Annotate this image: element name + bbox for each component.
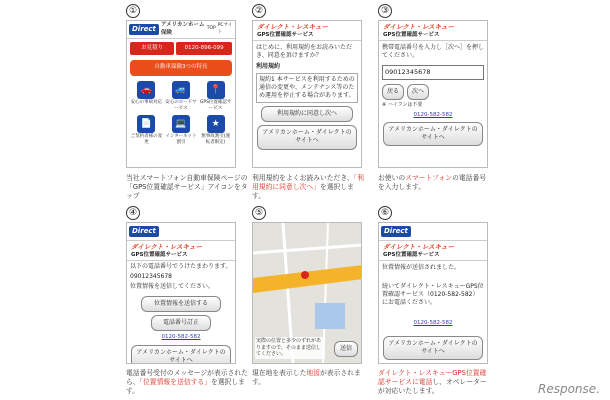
location-pin-icon — [301, 271, 309, 279]
phone-screen-1 — [126, 20, 236, 168]
terms-title: 利用規約 — [256, 63, 281, 71]
header — [379, 223, 487, 241]
car-icon: 🚗 — [137, 81, 155, 99]
caption-6: ダイレクト・レスキューGPS位置確認サービスに電話し、オペレーターが対応いたします。 — [378, 369, 487, 396]
hyphen-note: ※ ハイフンは不要 — [382, 102, 423, 109]
direct-logo: Direct — [129, 24, 159, 35]
caption-1: 当社スマートフォン自動車保険ページの「GPS位置確認サービス」アイコンをタップ — [126, 174, 248, 201]
caption-2: 利用規約をよくお読みいただき、「利用規約に同意し次へ」を選択します。 — [252, 174, 364, 201]
tel-link[interactable]: 0120-582-582 — [161, 334, 201, 341]
service-title: GPS位置確認サービス — [131, 251, 188, 258]
service-header — [253, 21, 361, 41]
response-watermark: Response. — [538, 382, 600, 396]
pc-link[interactable]: PCサイト — [217, 23, 233, 35]
brand-title: ダイレクト・レスキュー — [257, 23, 329, 31]
step-number: ③ — [378, 4, 392, 18]
phone-button[interactable]: 0120-896-099 — [176, 42, 232, 55]
send-prompt: 位置情報を送信してください。 — [130, 283, 215, 291]
phone-prompt: 携帯電話番号を入力し［次へ］を押してください。 — [382, 44, 485, 60]
send-location-button[interactable]: 位置情報を送信する — [141, 296, 221, 312]
map-pin-icon: 📍 — [207, 81, 225, 99]
header — [127, 223, 235, 241]
confirm-message: 以下の電話番号でうけたまわります。 — [130, 263, 232, 270]
gps-service-item[interactable]: 📍 GPS位置確認サービス — [199, 81, 232, 112]
step-number: ⑤ — [252, 206, 266, 220]
service-title: GPS位置確認サービス — [257, 31, 314, 38]
accuracy-note: 実際の位置と多少のずれがありますので、そのまま送信してください。 — [255, 337, 325, 359]
header — [127, 21, 235, 39]
no-accident-item[interactable]: ★ 無事故割引(運転者限定) — [199, 115, 232, 146]
step-number: ④ — [126, 206, 140, 220]
step-number: ② — [252, 4, 266, 18]
caption-5: 現在地を表示した地図が表示されます。 — [252, 369, 361, 387]
sent-message: 位置情報が送信されました。 — [382, 264, 461, 271]
tel-link[interactable]: 0120-582-582 — [413, 320, 453, 327]
caption-3: お使いのスマートフォンの電話番号を入力します。 — [378, 174, 487, 192]
step-number: ① — [126, 4, 140, 18]
confirmed-number: 09012345678 — [130, 273, 172, 281]
service-title: GPS位置確認サービス — [383, 31, 440, 38]
internet-discount-item[interactable]: 💻 インターネット割引 — [165, 115, 198, 146]
brand-title: ダイレクト・レスキュー — [131, 243, 203, 251]
direct-logo: Direct — [129, 226, 159, 237]
tow-icon: 🚙 — [172, 81, 190, 99]
accident-service-item[interactable]: 🚗 安心の事故対応 — [130, 81, 163, 112]
document-icon: 📄 — [137, 115, 155, 133]
icon-grid — [127, 78, 235, 149]
features-banner[interactable]: 自動車保険3つの特長 — [130, 60, 232, 75]
agree-button[interactable]: 利用規約に同意し次へ — [261, 106, 353, 122]
service-header — [127, 241, 235, 261]
home-site-button[interactable]: アメリカンホーム・ダイレクトのサイトへ — [131, 345, 231, 364]
star-icon: ★ — [207, 115, 225, 133]
home-site-button[interactable]: アメリカンホーム・ダイレクトのサイトへ — [383, 336, 483, 360]
fix-number-button[interactable]: 電話番号訂正 — [151, 315, 211, 331]
service-header — [379, 241, 487, 261]
home-site-button[interactable]: アメリカンホーム・ダイレクトのサイトへ — [257, 125, 357, 149]
brand-title: ダイレクト・レスキュー — [383, 23, 455, 31]
tel-link[interactable]: 0120-582-582 — [413, 111, 453, 118]
direct-logo: Direct — [381, 226, 411, 237]
followup-message: 続いてダイレクト・レスキューGPS位置確認サービス（0120-582-582）にお電話ください。 — [382, 283, 484, 307]
contract-change-item[interactable]: 📄 ご契約者様の変更 — [130, 115, 163, 146]
send-button[interactable]: 送信 — [334, 341, 358, 357]
phone-screen-6 — [378, 222, 488, 364]
service-title: GPS位置確認サービス — [383, 251, 440, 258]
phone-screen-4 — [126, 222, 236, 364]
caption-4: 電話番号受付のメッセージが表示されたら、「位置情報を送信する」を選択します。 — [126, 369, 248, 396]
phone-screen-5 — [252, 222, 362, 364]
road-service-item[interactable]: 🚙 安心のロードサービス — [165, 81, 198, 112]
phone-number-input[interactable]: 09012345678 — [382, 65, 484, 80]
brand-title: ダイレクト・レスキュー — [383, 243, 455, 251]
back-button[interactable]: 戻る — [382, 84, 404, 100]
phone-screen-2 — [252, 20, 362, 168]
top-link[interactable]: TOP — [206, 26, 216, 32]
company-name: アメリカンホーム保険 — [160, 22, 205, 36]
home-site-button[interactable]: アメリカンホーム・ダイレクトのサイトへ — [383, 122, 483, 146]
quote-button[interactable]: お見積り — [130, 42, 174, 55]
computer-icon: 💻 — [172, 115, 190, 133]
step-number: ⑥ — [378, 206, 392, 220]
intro-text: はじめに、利用規約をお読みいただき、同意を頂けますか？ — [256, 44, 353, 60]
service-header — [379, 21, 487, 41]
terms-box[interactable]: 規約1 本サービスを利用するための通信の変更や、メンテナンス等のため運用を停止する場合があります。 — [256, 73, 358, 103]
next-button[interactable]: 次へ — [407, 84, 429, 100]
phone-screen-3 — [378, 20, 488, 168]
